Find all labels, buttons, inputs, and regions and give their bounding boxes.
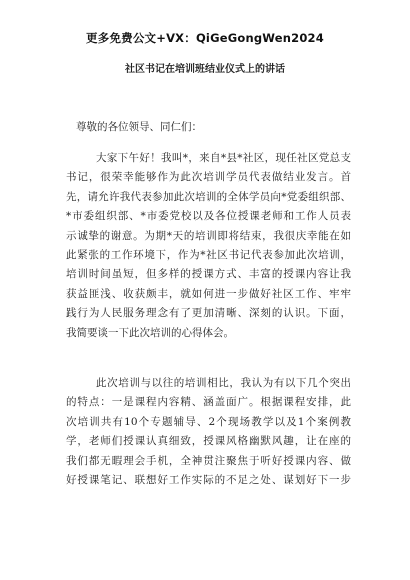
paragraph-line: 我简要谈一下此次培训的心得体会。 bbox=[66, 326, 234, 339]
paragraph-line: 践行为人民服务理念有了更加清晰、深刻的认识。下面， bbox=[66, 307, 351, 320]
paragraph-line: 大家下午好！我叫*，来自*县*社区，现任社区党总支 bbox=[96, 152, 351, 164]
paragraph-1 bbox=[66, 149, 351, 343]
paragraph-line: *市委组织部、*市委党校以及各位授课老师和工作人员表 bbox=[66, 210, 351, 223]
paragraph-line: 书记，很荣幸能够作为此次培训学员代表做结业发言。首 bbox=[66, 171, 351, 184]
paragraph-line: 的特点：一是课程内容精、涵盖面广。根据课程安排，此 bbox=[66, 396, 351, 409]
document-title: 社区书记在培训班结业仪式上的讲话 bbox=[125, 64, 285, 75]
paragraph-line: 次培训共有10个专题辅导、2个现场教学以及1个案例教 bbox=[66, 415, 351, 428]
paragraph-line: 示诚挚的谢意。为期*天的培训即将结束，我很庆幸能在如 bbox=[66, 229, 351, 242]
salutation: 尊敬的各位领导、同仁们： bbox=[76, 121, 202, 133]
paragraph-line: 获益匪浅、收获颇丰，就如何进一步做好社区工作、牢牢 bbox=[66, 287, 351, 300]
paragraph-2 bbox=[66, 374, 351, 490]
paragraph-line: 培训时间虽短，但多样的授课方式、丰富的授课内容让我 bbox=[66, 268, 351, 281]
paragraph-line: 此次培训与以往的培训相比，我认为有以下几个突出 bbox=[96, 377, 351, 389]
paragraph-line: 先，请允许我代表参加此次培训的全体学员向*党委组织部、 bbox=[66, 190, 351, 203]
header-banner: 更多免费公文+VX：QiGeGongWen2024 bbox=[86, 31, 324, 45]
paragraph-line: 此紧张的工作环境下，作为*社区书记代表参加此次培训， bbox=[66, 248, 351, 261]
paragraph-line: 学，老师们授课认真细致，授课风格幽默风趣，让在座的 bbox=[66, 435, 351, 448]
paragraph-line: 好授课笔记、联想好工作实际的不足之处、谋划好下一步 bbox=[66, 473, 351, 486]
paragraph-line: 我们都无暇理会手机，全神贯注聚焦于听好授课内容、做 bbox=[66, 454, 351, 467]
